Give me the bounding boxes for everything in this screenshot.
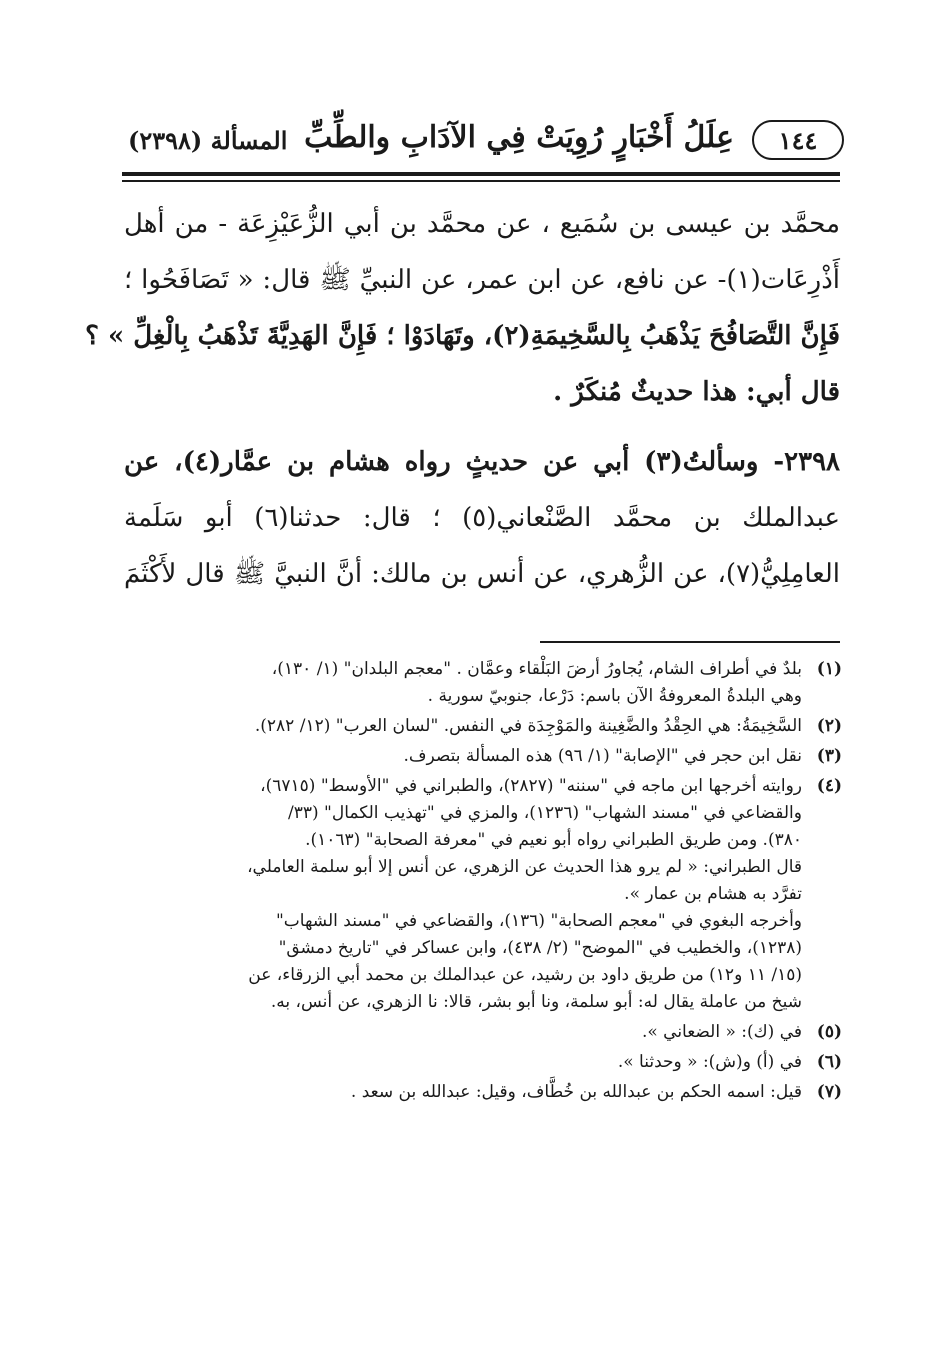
footnote-line: في (ك): « الضعاني ».: [641, 1022, 802, 1042]
footnote-number: (٢): [816, 716, 842, 736]
footnote-number: (٣): [816, 746, 842, 766]
footnote-line: في (أ) و(ش): « وحدثنا ».: [617, 1052, 802, 1072]
footnote-number: (١): [816, 659, 842, 679]
footnote-number: (٦): [816, 1052, 842, 1072]
verdict-line: قال أبي: هذا حديثٌ مُنكَرٌ .: [553, 377, 840, 407]
footnotes: [120, 656, 842, 1109]
footnote-number: (٥): [816, 1022, 842, 1042]
footnote: [120, 1079, 842, 1106]
body-line: محمَّد بن عيسى بن سُمَيع ، عن محمَّد بن أبي الزُّعَيْزِعَة - من أهل: [124, 209, 840, 239]
footnote-line: السَّخِيمَةُ: هي الحِقْدُ والضَّغِينة والمَوْجِدَة في النفس. "لسان العرب" (١٢/ ٢٨٢).: [254, 716, 802, 736]
main-text: [85, 196, 840, 602]
footnote: [120, 713, 842, 740]
issue-2398-paragraph: [124, 434, 840, 602]
footnote-line: تفرَّد به هشام بن عمار ».: [624, 884, 802, 904]
page-header: [118, 118, 844, 168]
previous-issue-continuation: [85, 196, 840, 420]
hadith-text-line: فَإِنَّ التَّصَافُحَ يَذْهَبُ بِالسَّخِيمَةِ(٢)، وتَهَادَوْا ؛ فَإِنَّ الهَدِيَّةَ تَذْهَبُ بِالْغِلِّ » ؟: [85, 321, 840, 351]
header-rule-thick: [122, 172, 840, 176]
issue-line: عبدالملك بن محمَّد الصَّنْعاني(٥) ؛ قال: حدثنا(٦) أبو سَلَمة: [124, 503, 840, 533]
footnote-line: (١٢٣٨)، والخطيب في "الموضح" (٢/ ٤٣٨)، وابن عساكر في "تاريخ دمشق": [278, 938, 802, 958]
footnote-line: قيل: اسمه الحكم بن عبدالله بن خُطَّاف، وقيل: عبدالله بن سعد .: [350, 1082, 802, 1102]
footnote: [120, 1049, 842, 1076]
footnote: [120, 743, 842, 770]
paragraph-gap: [124, 420, 840, 434]
footnote-line: شيخ من عاملة يقال له: أبو سلمة، ونا أبو بشر، قالا: نا الزهري، عن أنس، به.: [270, 992, 802, 1012]
page-number-badge: [752, 120, 844, 160]
header-rule-thin: [122, 180, 840, 182]
footnote-line: نقل ابن حجر في "الإصابة" (١/ ٩٦) هذه المسألة بتصرف.: [403, 746, 802, 766]
footnote: [120, 1019, 842, 1046]
footnote-number: (٧): [816, 1082, 842, 1102]
footnote: [120, 773, 842, 1016]
footnote-separator: [540, 641, 840, 643]
footnote-line: ٣٨٠). ومن طريق الطبراني رواه أبو نعيم في "معرفة الصحابة" (١٠٦٣).: [305, 830, 802, 850]
issue-line: العامِلِيُّ(٧)، عن الزُّهري، عن أنس بن مالك: أنَّ النبيَّ ﷺ قال لأَكْثَمَ: [124, 559, 840, 589]
footnote-number: (٤): [816, 776, 842, 796]
footnote-line: وأخرجه البغوي في "معجم الصحابة" (١٣٦)، والقضاعي في "مسند الشهاب": [275, 911, 802, 931]
page-number: ١٤٤: [778, 125, 818, 155]
body-line: أَذْرِعَات(١)- عن نافع، عن ابن عمر، عن النبيِّ ﷺ قال: « تَصَافَحُوا ؛: [124, 265, 840, 295]
footnote-line: والقضاعي في "مسند الشهاب" (١٢٣٦)، والمزي في "تهذيب الكمال" (٣٣/: [288, 803, 802, 823]
footnote-line: بلدٌ في أطراف الشام، يُجاورُ أرضَ البَلْقاء وعمَّان . "معجم البلدان" (١/ ١٣٠)،: [271, 659, 802, 679]
issue-line: ٢٣٩٨- وسألتُ(٣) أبي عن حديثٍ رواه هشام بن عمَّار(٤)، عن: [124, 447, 840, 477]
footnote-line: وهي البلدةُ المعروفةُ الآن باسم: دَرْعا، جنوبيّ سورية .: [427, 686, 802, 706]
footnote-line: (١٥/ ١١ و١٢) من طريق داود بن رشيد، عن عبدالملك بن محمد أبي الزرقاء، عن: [248, 965, 802, 985]
footnote-line: قال الطبراني: « لم يرو هذا الحديث عن الزهري، عن أنس إلا أبو سلمة العاملي،: [247, 857, 802, 877]
issue-label: المسألة (٢٣٩٨): [128, 126, 288, 155]
book-title: عِلَلُ أَخْبَارٍ رُوِيَتْ فِي الآدَابِ والطِّبِّ: [304, 120, 734, 155]
footnote: [120, 656, 842, 710]
footnote-line: روايته أخرجها ابن ماجه في "سننه" (٢٨٢٧)، والطبراني في "الأوسط" (٦٧١٥)،: [260, 776, 802, 796]
